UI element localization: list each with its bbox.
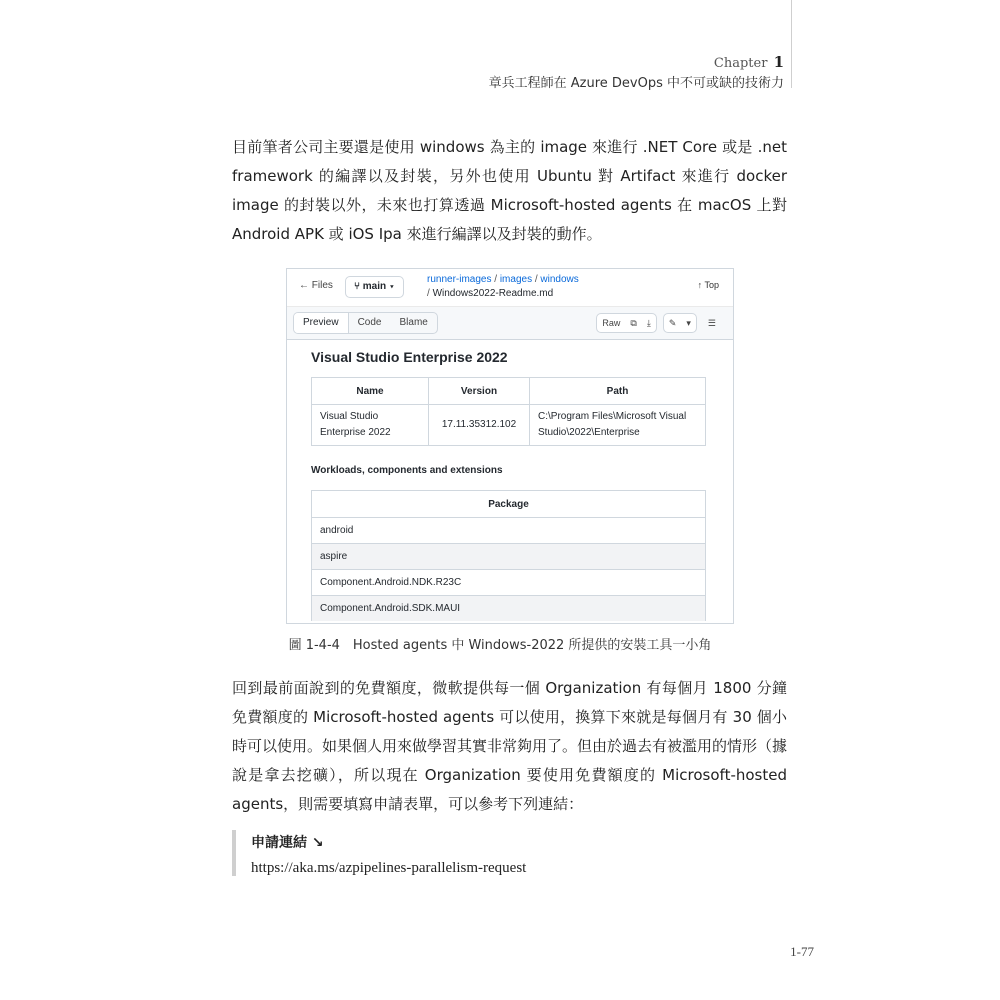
header-divider	[791, 0, 792, 88]
cell-name: Visual Studio Enterprise 2022	[312, 405, 429, 446]
breadcrumb-windows[interactable]: windows	[540, 274, 579, 285]
section-heading: Visual Studio Enterprise 2022	[311, 349, 508, 365]
breadcrumb-file: Windows2022-Readme.md	[432, 288, 554, 299]
chapter-label: Chapter 1	[713, 53, 784, 71]
package-table	[311, 490, 706, 621]
file-header	[287, 269, 733, 305]
note-bar	[232, 830, 236, 876]
table-row: android	[312, 518, 706, 544]
vs-table	[311, 377, 706, 446]
raw-button[interactable]: Raw	[602, 318, 621, 328]
copy-icon[interactable]: ⧉	[630, 318, 637, 328]
list-icon[interactable]: ☰	[707, 318, 716, 328]
tab-code[interactable]: Code	[357, 317, 382, 328]
branch-selector[interactable]	[345, 276, 404, 298]
arrow-down-right-icon: ↘	[311, 835, 324, 851]
file-toolbar	[287, 306, 733, 340]
col-version: Version	[429, 378, 530, 405]
git-branch-icon: ⑂	[354, 281, 360, 292]
breadcrumb: runner-images / images / windows / Windows2022-Readme.md	[427, 274, 579, 299]
raw-actions	[596, 313, 656, 333]
note-title: 申請連結 ↘	[251, 835, 324, 851]
tab-blame[interactable]: Blame	[399, 317, 428, 328]
figure-caption: 圖 1-4-4 Hosted agents 中 Windows-2022 所提供的安裝工具一小角	[288, 638, 712, 653]
table-row: aspire	[312, 544, 706, 570]
branch-name: main	[362, 281, 387, 292]
chapter-number: 1	[773, 53, 784, 71]
screenshot-figure	[286, 268, 734, 624]
col-name: Name	[312, 378, 429, 405]
paragraph-free-tier: 回到最前面說到的免費額度，微軟提供每一個 Organization 有每個月 1800 分鐘免費額度的 Microsoft-hosted agents 可以使用，換算下來就是每個月有 30 個小時可以使用。如果個人用來做學習其實非常夠用了。但由於過去有被濫用的情形（據說是拿去挖礦），所以現在 Organization 要使用免費額度的 Microsoft-hosted agents，則需要填寫申請表單，可以參考下列連結：	[232, 679, 788, 813]
breadcrumb-images[interactable]: images	[499, 274, 533, 285]
edit-actions	[663, 313, 697, 333]
table-row	[312, 405, 706, 446]
workloads-heading: Workloads, components and extensions	[311, 465, 503, 476]
table-row: Component.Android.NDK.R23C	[312, 570, 706, 596]
file-actions	[596, 313, 721, 333]
files-button[interactable]: ← Files	[299, 280, 333, 291]
table-row: Component.Android.SDK.MAUI	[312, 596, 706, 622]
download-icon[interactable]: ⤓	[646, 318, 651, 328]
col-package: Package	[312, 491, 706, 518]
breadcrumb-repo[interactable]: runner-images	[427, 274, 492, 285]
readme-content	[311, 349, 711, 614]
page-number: 1-77	[790, 944, 814, 959]
note-link[interactable]: https://aka.ms/azpipelines-parallelism-request	[251, 860, 527, 876]
chevron-down-icon: ▾	[388, 281, 395, 292]
top-button[interactable]: ↑ Top	[697, 280, 719, 290]
cell-version: 17.11.35312.102	[429, 405, 530, 446]
cell-path: C:\Program Files\Microsoft Visual Studio\2022\Enterprise	[530, 405, 706, 446]
chevron-down-icon[interactable]: ▾	[686, 318, 691, 328]
chapter-subtitle: 章兵工程師在 Azure DevOps 中不可或缺的技術力	[488, 76, 784, 91]
paragraph-intro: 目前筆者公司主要還是使用 windows 為主的 image 來進行 .NET Core 或是 .net framework 的編譯以及封裝，另外也使用 Ubuntu 對 Artifact 來進行 docker image 的封裝以外，未來也打算透過 Microsoft-hosted agents 在 macOS 上對 Android APK 或 iOS Ipa 來進行編譯以及封裝的動作。	[232, 138, 787, 243]
edit-icon[interactable]: ✎	[668, 318, 677, 328]
tab-preview[interactable]: Preview	[294, 313, 349, 333]
col-path: Path	[530, 378, 706, 405]
view-tabs	[293, 312, 438, 334]
